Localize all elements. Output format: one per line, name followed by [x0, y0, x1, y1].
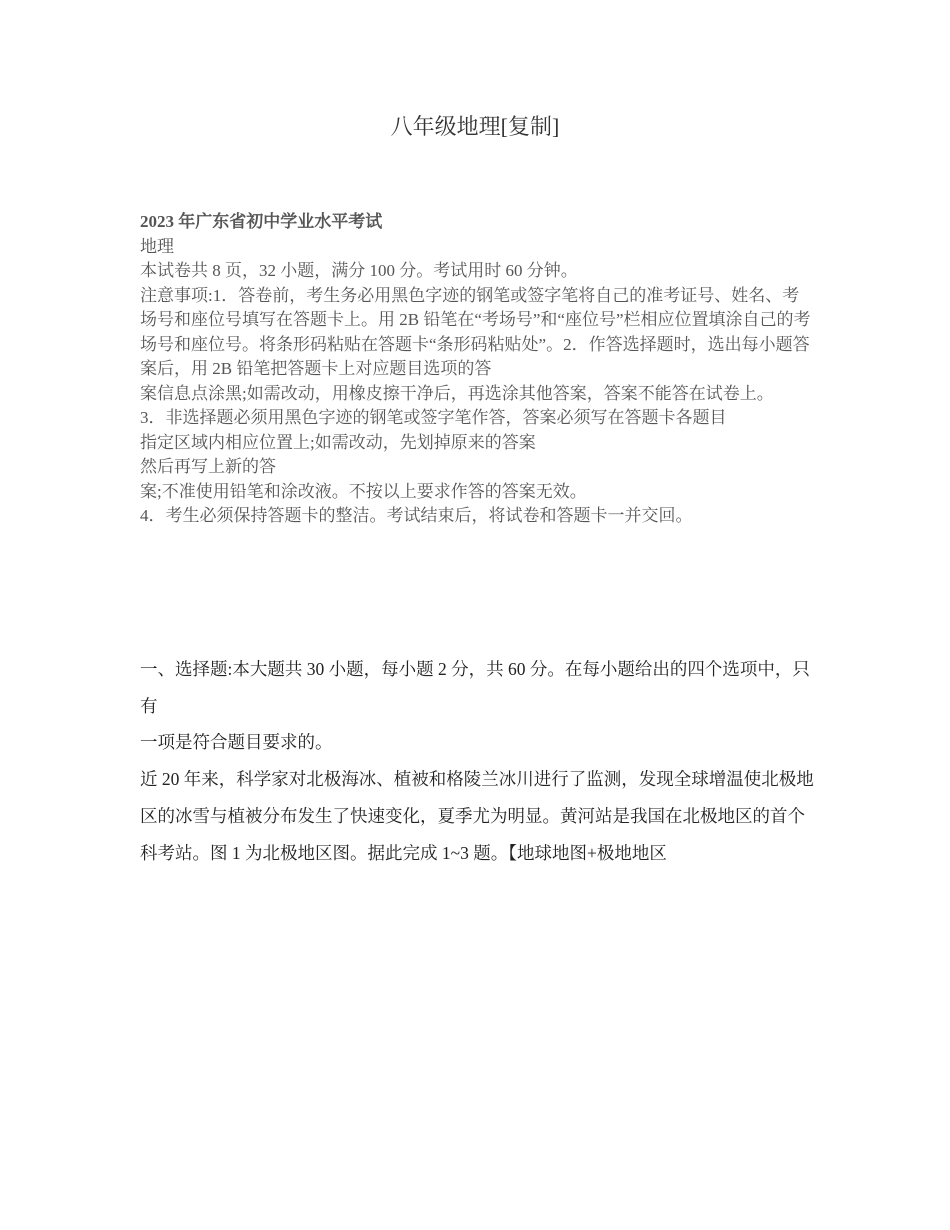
section-heading: 一项是符合题目要求的。 — [140, 732, 333, 753]
exam-name: 2023 年广东省初中学业水平考试 — [140, 212, 383, 231]
exam-notice — [140, 210, 820, 529]
notice-line: 4．考生必须保持答题卡的整洁。考试结束后，将试卷和答题卡一并交回。 — [140, 506, 693, 525]
notice-line: 场号和座位号填写在答题卡上。用 2B 铅笔在“考场号”和“座位号”栏相应位置填涂自己的考场号和座位号。将条形码粘贴在答题卡“条形码粘贴处”。2．作答选择题时，选出每小题答案后，用 2B 铅笔把答题卡上对应题目选项的答 — [140, 310, 811, 378]
notice-line: 注意事项:1．答卷前，考生务必用黑色字迹的钢笔或签字笔将自己的准考证号、姓名、考 — [140, 285, 800, 305]
section-heading: 一、选择题:本大题共 30 小题，每小题 2 分，共 60 分。在每小题给出的四个选项中，只有 — [140, 659, 810, 716]
exam-subject: 地理 — [140, 236, 174, 256]
notice-line: 案信息点涂黑;如需改动，用橡皮擦干净后，再选涂其他答案，答案不能答在试卷上。 — [140, 383, 774, 403]
question-passage: 近 20 年来，科学家对北极海冰、植被和格陵兰冰川进行了监测，发现全球增温使北极地区的冰雪与植被分布发生了快速变化，夏季尤为明显。黄河站是我国在北极地区的首个科考站。图 1 为北极地区图。据此完成 1~3 题。【地球地图+极地地区 — [140, 769, 814, 863]
notice-line: 指定区域内相应位置上;如需改动，先划掉原来的答案 — [140, 432, 536, 452]
notice-line: 3．非选择题必须用黑色字迹的钢笔或签字笔作答，答案必须写在答题卡各题目 — [140, 408, 727, 427]
document-title: 八年级地理[复制] — [390, 114, 560, 139]
exam-summary: 本试卷共 8 页，32 小题，满分 100 分。考试用时 60 分钟。 — [140, 261, 578, 280]
notice-line: 然后再写上新的答 — [140, 457, 276, 476]
notice-line: 案;不准使用铅笔和涂改液。不按以上要求作答的答案无效。 — [140, 481, 587, 501]
section-one — [140, 651, 820, 871]
